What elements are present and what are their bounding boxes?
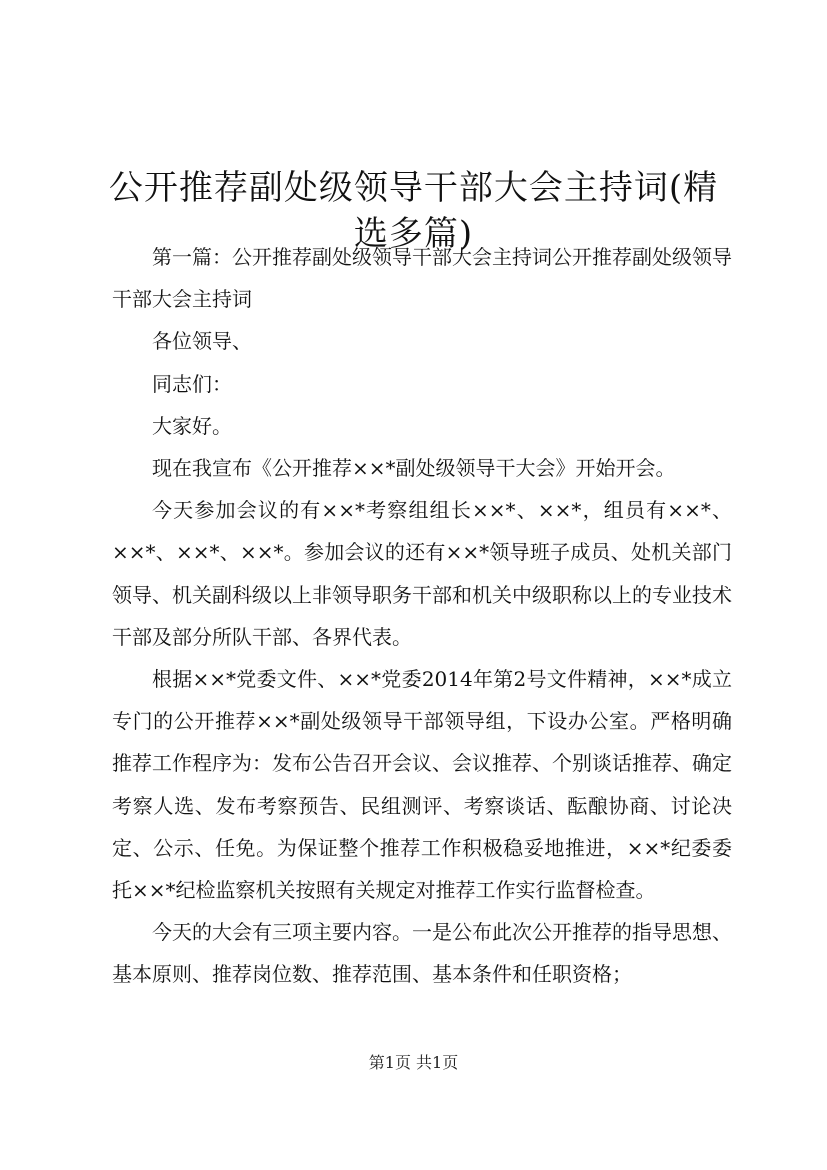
paragraph-agenda: 今天的大会有三项主要内容。一是公布此次公开推荐的指导思想、基本原则、推荐岗位数、推荐范围、基本条件和任职资格； — [112, 920, 732, 987]
paragraph-salutation-comrades: 同志们： — [152, 371, 232, 396]
page-footer: 第1页 共1页 — [368, 1053, 459, 1072]
paragraph-attendees: 今天参加会议的有××*考察组组长××*、××*，组员有××*、××*、××*、××*。参加会议的还有××*领导班子成员、处机关部门领导、机关副科级以上非领导职务干部和机关中级职称以上的专业技术干部及部分所队干部、各界代表。 — [112, 498, 732, 649]
document-title: 公开推荐副处级领导干部大会主持词(精选多篇) — [108, 167, 719, 254]
paragraph-procedure: 根据××*党委文件、××*党委2014年第2号文件精神，××*成立专门的公开推荐××*副处级领导干部领导组，下设办公室。严格明确推荐工作程序为：发布公告召开会议、会议推荐、个别谈话推荐、确定考察人选、发布考察预告、民组测评、考察谈话、酝酿协商、讨论决定、公示、任免。为保证整个推荐工作积极稳妥地推进，××*纪委委托××*纪检监察机关按照有关规定对推荐工作实行监督检查。 — [112, 667, 732, 903]
paragraph-opening: 现在我宣布《公开推荐××*副处级领导干大会》开始开会。 — [152, 456, 676, 481]
paragraph-heading: 第一篇：公开推荐副处级领导干部大会主持词公开推荐副处级领导干部大会主持词 — [112, 245, 732, 312]
paragraph-greeting: 大家好。 — [152, 413, 232, 438]
paragraph-salutation-leaders: 各位领导、 — [152, 329, 252, 354]
document-body — [112, 236, 732, 996]
